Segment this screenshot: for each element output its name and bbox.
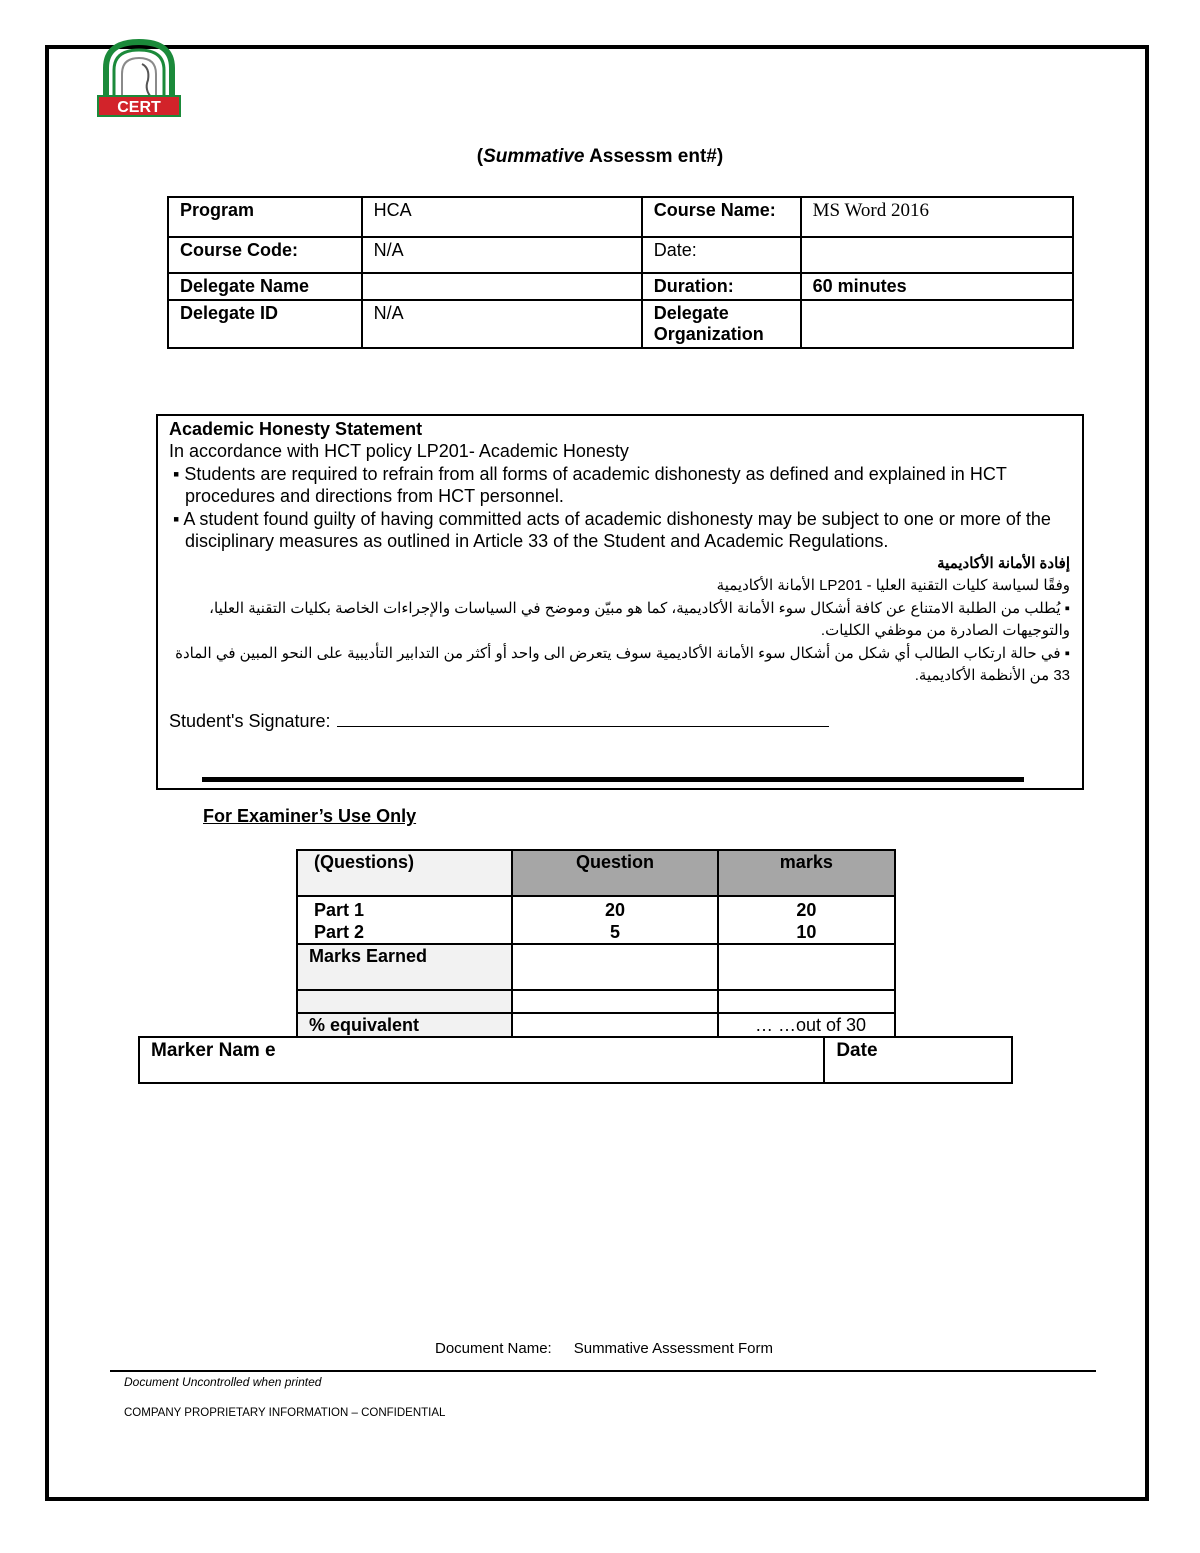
delegate-org-value [801, 300, 1073, 348]
signature-row [169, 710, 829, 732]
col-question: Question [512, 850, 717, 896]
honesty-ar-bullet-2: ▪ في حالة ارتكاب الطالب أي شكل من أشكال سوء الأمانة الأكاديمية سوف يتعرض الى واحد أو أكثر من التدابير التأديبية على النحو المبين في المادة 33 من الأنظمة الأكاديمية. [175, 644, 1070, 684]
duration-value: 60 minutes [801, 273, 1073, 300]
marks-earned-label: Marks Earned [297, 944, 512, 990]
honesty-ar-title: إفادة الأمانة الأكاديمية [937, 554, 1070, 572]
marks-earned-question[interactable] [512, 944, 717, 990]
program-label: Program [168, 197, 362, 237]
date-label: Date: [642, 237, 801, 273]
course-info-table [167, 196, 1074, 349]
marks-earned-value[interactable] [718, 944, 895, 990]
course-name-value: MS Word 2016 [801, 197, 1073, 237]
part1-label: Part 1 [314, 900, 365, 920]
delegate-id-value: N/A [362, 300, 642, 348]
marker-table [138, 1036, 1013, 1084]
out-of-total: … …out of 30 [718, 1013, 895, 1037]
honesty-bullet-2: ▪ A student found guilty of having committed acts of academic dishonesty may be subject to one or more of the disciplinary measures as outlined in Article 33 of the Student and Academic Regulations. [173, 508, 1051, 551]
honesty-bullet-1: ▪ Students are required to refrain from all forms of academic dishonesty as defined and explained in HCT procedures and directions from HCT personnel. [173, 463, 1007, 506]
cert-logo [96, 38, 182, 124]
delegate-id-label: Delegate ID [168, 300, 362, 348]
marks-table [296, 849, 896, 1038]
col-marks: marks [718, 850, 895, 896]
marker-date-label: Date [824, 1037, 1012, 1083]
honesty-ar-intro: وفقًا لسياسة كليات التقنية العليا - LP201 الأمانة الأكاديمية [716, 577, 1070, 594]
section-divider [202, 777, 1024, 782]
uncontrolled-note: Document Uncontrolled when printed [124, 1375, 322, 1389]
document-name [435, 1340, 795, 1357]
part2-label: Part 2 [314, 922, 365, 942]
course-code-label: Course Code: [168, 237, 362, 273]
date-value [801, 237, 1073, 273]
honesty-title: Academic Honesty Statement [169, 419, 423, 439]
document-name-value: Summative Assessment Form [573, 1340, 773, 1357]
document-name-label: Document Name: [435, 1340, 552, 1357]
percent-equivalent-label: % equivalent [297, 1013, 512, 1037]
part2-marks: 10 [796, 922, 817, 942]
logo-text: CERT [117, 99, 161, 116]
col-questions: (Questions) [297, 850, 512, 896]
percent-equivalent-value[interactable] [512, 1013, 717, 1037]
duration-label: Duration: [642, 273, 801, 300]
program-value: HCA [362, 197, 642, 237]
examiner-heading: For Examiner’s Use Only [203, 806, 417, 826]
table-row [297, 896, 512, 944]
academic-honesty-box [156, 414, 1084, 790]
confidential-note: COMPANY PROPRIETARY INFORMATION – CONFIDENTIAL [124, 1407, 446, 1419]
course-name-label: Course Name: [642, 197, 801, 237]
delegate-name-label: Delegate Name [168, 273, 362, 300]
delegate-name-value [362, 273, 642, 300]
signature-line[interactable] [337, 710, 829, 727]
signature-label: Student's Signature: [169, 711, 331, 731]
course-code-value: N/A [362, 237, 642, 273]
part2-question: 5 [610, 922, 621, 942]
part1-marks: 20 [796, 900, 817, 920]
honesty-ar-bullet-1: ▪ يُطلب من الطلبة الامتناع عن كافة أشكال سوء الأمانة الأكاديمية، كما هو مبيّن وموضح في السياسات والإجراءات الخاصة بكليات التقنية العليا، والتوجيهات الصادرة من موظفي الكليات. [209, 599, 1070, 639]
honesty-intro: In accordance with HCT policy LP201- Academic Honesty [169, 441, 629, 461]
delegate-org-label: Delegate Organization [642, 300, 801, 348]
part1-question: 20 [605, 900, 626, 920]
footer-divider [110, 1370, 1096, 1372]
page-title: (Summative Assessm ent#) [476, 146, 724, 167]
marker-name-label: Marker Nam e [139, 1037, 824, 1083]
